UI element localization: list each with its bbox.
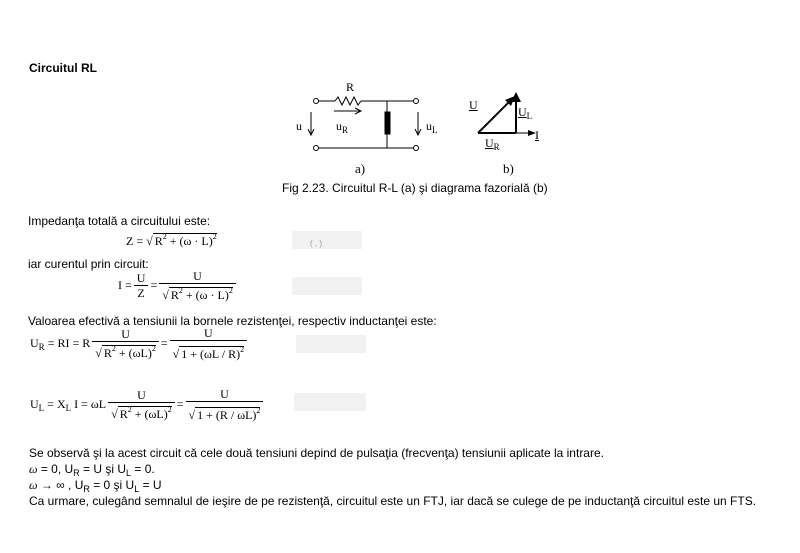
output-terminal-top bbox=[414, 99, 419, 104]
figure-caption: Fig 2.23. Circuitul R-L (a) şi diagrama fazorială (b) bbox=[282, 181, 548, 195]
panel-b-label: b) bbox=[503, 161, 514, 176]
case-omega-zero: ω = 0, $U_R = U$ şi $U_L = 0$. bbox=[29, 462, 155, 478]
ur-equation: $U_R$ = RI = R $\frac{U}{√ R^2 + (\omega L)^2}$ = $\frac{U}{√ 1 + (\omega L / R)^2}$ bbox=[30, 327, 249, 361]
conclusion-text: Ca urmare, culegând semnalul de ieşire de pe rezistenţă, circuitul este un FTJ, iar dacă se culege de pe inductanţă circuitul este un FTS. bbox=[29, 494, 757, 508]
ul-equation: $U_L = X_L$ I = ωL $\frac{U}{√ R^2 + (\omega L)^2}$ = $\frac{U}{√ 1 + (R / \omega L)^2}$ bbox=[30, 388, 265, 422]
panel-a-label: a) bbox=[355, 161, 366, 176]
input-voltage-label: u bbox=[296, 119, 302, 133]
section-title: Circuitul RL bbox=[29, 61, 97, 75]
case-omega-infinity: ω → ∞ , $U_R = 0$ şi $U_L = U$ bbox=[29, 478, 162, 494]
inductor-voltage-label: $u_L$ bbox=[426, 119, 438, 135]
rl-figure bbox=[290, 78, 560, 178]
resistor-symbol bbox=[335, 97, 361, 105]
current-equation: I = $\frac{U}{Z}$ = $\frac{U}{√ R^2 + (\omega \cdot L)^2}$ bbox=[118, 270, 238, 302]
equation-number-box-2 bbox=[292, 277, 362, 295]
current-intro: iar curentul prin circuit: bbox=[28, 257, 149, 271]
phasor-ul-label: $U_L$ bbox=[518, 105, 533, 121]
equation-number-box-3 bbox=[296, 335, 366, 353]
equation-number-box-4 bbox=[294, 393, 366, 411]
output-terminal-bottom bbox=[414, 146, 419, 151]
phasor-i-label: I bbox=[535, 128, 539, 142]
impedance-equation: Z = √ $R^2 + (\omega \cdot L)^2$ bbox=[126, 232, 217, 248]
input-terminal-top bbox=[314, 99, 319, 104]
input-terminal-bottom bbox=[314, 146, 319, 151]
resistor-label: R bbox=[346, 80, 355, 94]
phasor-ur-label: $U_R$ bbox=[485, 136, 500, 152]
inductor-symbol bbox=[385, 112, 390, 134]
rl-circuit bbox=[308, 97, 421, 151]
observation-text: Se observă şi la acest circuit că cele două tensiuni depind de pulsaţia (frecvenţa) tensiunii aplicate la intrare. bbox=[29, 446, 604, 460]
voltage-intro: Valoarea efectivă a tensiunii la bornele rezistenţei, respectiv inductanţei este: bbox=[28, 314, 437, 328]
equation-number-box bbox=[292, 231, 362, 249]
resistor-voltage-label: $u_R$ bbox=[336, 119, 349, 135]
impedance-intro: Impedanţa totală a circuitului este: bbox=[28, 214, 211, 228]
phasor-u bbox=[478, 98, 513, 133]
phasor-u-label: U bbox=[469, 98, 478, 112]
equation-number-fragment: ( , ) bbox=[310, 239, 322, 248]
